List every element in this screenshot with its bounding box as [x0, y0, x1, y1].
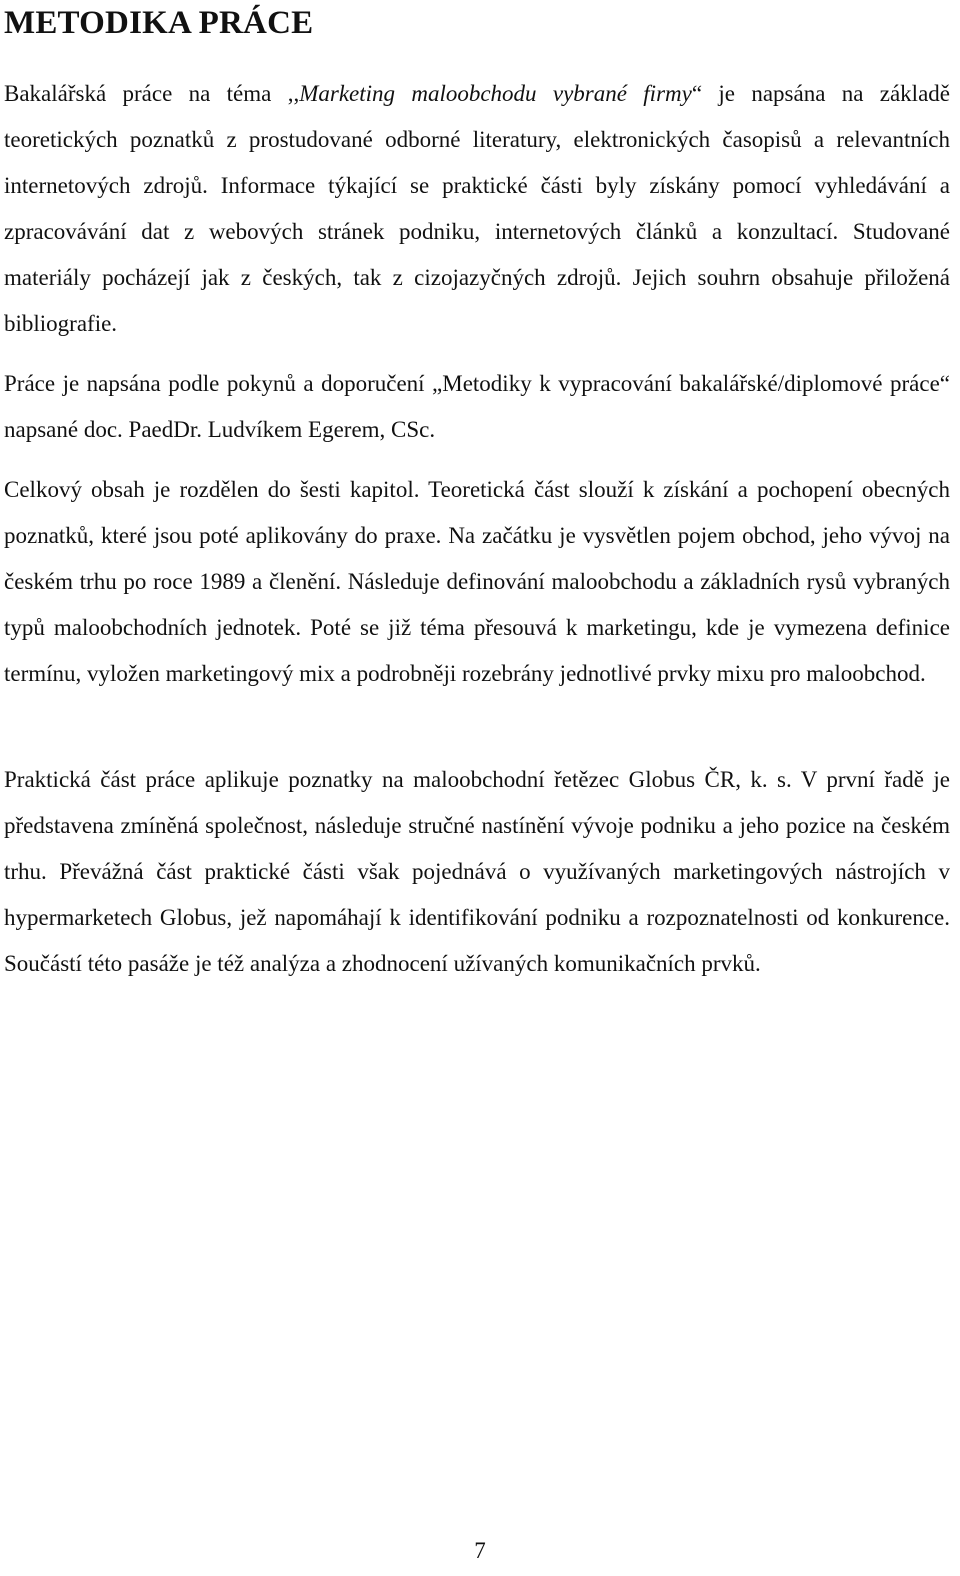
intro-sentence-start: Bakalářská práce na téma ,, [4, 81, 300, 106]
thesis-title: Marketing maloobchodu vybrané firmy [299, 81, 692, 106]
paragraph-content-overview: Celkový obsah je rozdělen do šesti kapitol. Teoretická část slouží k získání a pochopení obecných poznatků, které jsou poté aplikovány do praxe. Na začátku je vysvětlen pojem obchod, jeho vývoj na českém trhu po roce 1989 a členění. Následuje definování maloobchodu a základních rysů vybraných typů maloobchodních jednotek. Poté se již téma přesouvá k marketingu, kde je vymezena definice termínu, vyložen marketingový mix a podrobněji rozebrány jednotlivé prvky mixu pro maloobchod. [4, 477, 950, 686]
paragraph-methodology: Práce je napsána podle pokynů a doporučení „Metodiky k vypracování bakalářské/diplomové práce“ napsané doc. PaedDr. Ludvíkem Egerem, CSc. [4, 371, 950, 442]
intro-sentence-rest: je napsána na základě teoretických poznatků z prostudované odborné literatury, elektronických časopisů a relevantních internetových zdrojů. Informace týkající se praktické části byly získány pomocí vyhledávání a zpracovávání dat z webových stránek podniku, internetových článků a konzultací. Studované materiály pocházejí jak z českých, tak z cizojazyčných zdrojů. Jejich souhrn obsahuje přiložená bibliografie. [4, 81, 950, 336]
closing-quote: “ [691, 81, 703, 106]
paragraph-introduction [4, 71, 950, 347]
paragraph-practical-part: Praktická část práce aplikuje poznatky na maloobchodní řetězec Globus ČR, k. s. V první řadě je představena zmíněná společnost, následuje stručné nastínění vývoje podniku a jeho pozice na českém trhu. Převážná část praktické části však pojednává o využívaných marketingových nástrojích v hypermarketech Globus, jež napomáhají k identifikování podniku a rozpoznatelnosti od konkurence. Součástí této pasáže je též analýza a zhodnocení užívaných komunikačních prvků. [4, 767, 950, 976]
page-number: 7 [474, 1538, 486, 1563]
page-title: METODIKA PRÁCE [4, 5, 314, 41]
